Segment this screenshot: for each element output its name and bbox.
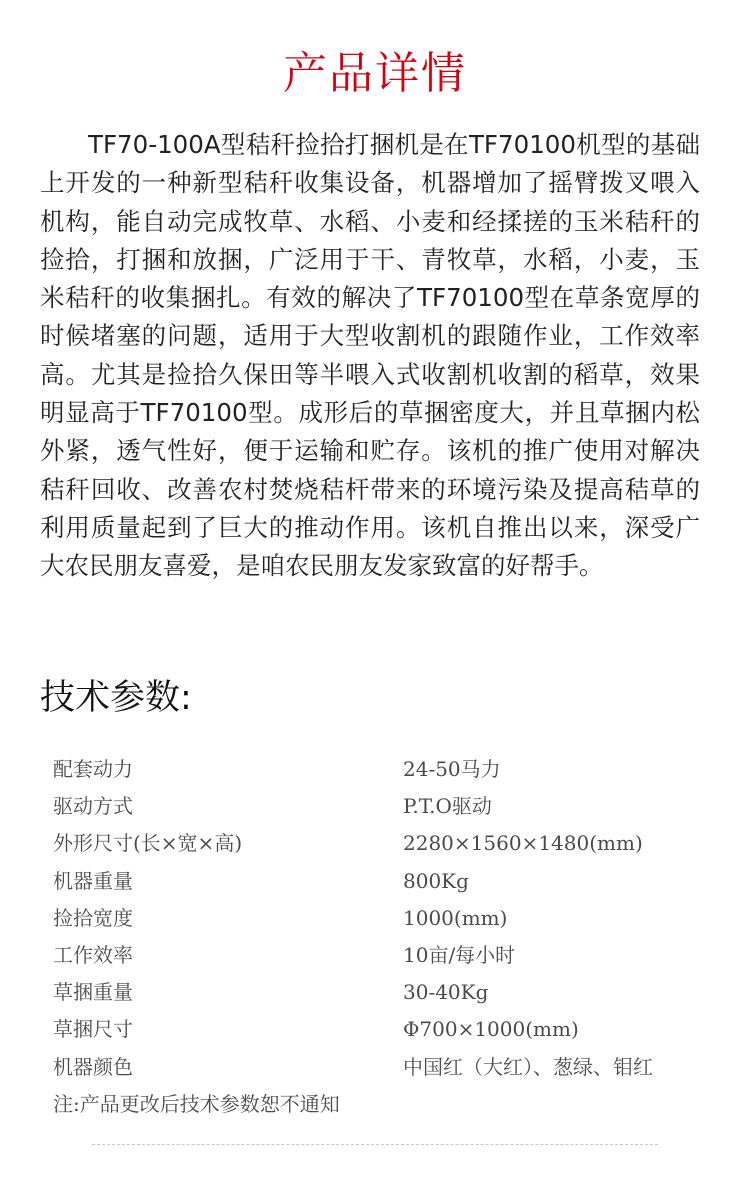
- spec-label: 外形尺寸(长×宽×高): [53, 831, 243, 856]
- spec-row-pickup-width: [53, 900, 713, 937]
- dashed-divider: [92, 1144, 658, 1145]
- spec-value: 10亩/每小时: [403, 942, 516, 967]
- spec-label: 机器颜色: [53, 1054, 133, 1079]
- spec-row-drive: [53, 788, 713, 825]
- spec-row-weight: [53, 863, 713, 900]
- spec-row-bale-weight: [53, 974, 713, 1011]
- spec-label: 草捆尺寸: [53, 1017, 133, 1042]
- spec-label: 配套动力: [53, 757, 133, 781]
- specs-table: [53, 751, 713, 1123]
- spec-row-dimensions: [53, 825, 713, 862]
- spec-label: 工作效率: [53, 942, 133, 967]
- spec-value: 24-50马力: [403, 757, 501, 781]
- spec-note: 注:产品更改后技术参数恕不通知: [53, 1091, 340, 1116]
- specs-heading: 技术参数:: [40, 678, 192, 718]
- spec-value: 2280×1560×1480(mm): [403, 831, 643, 856]
- page-title: 产品详情: [283, 48, 467, 99]
- spec-row-bale-size: [53, 1011, 713, 1048]
- spec-value: P.T.O驱动: [403, 794, 492, 819]
- spec-label: 草捆重量: [53, 980, 133, 1005]
- spec-row-color: [53, 1049, 713, 1086]
- spec-value: 1000(mm): [403, 905, 508, 930]
- spec-row-power: [53, 751, 713, 788]
- spec-value: Φ700×1000(mm): [403, 1017, 579, 1042]
- spec-label: 捡拾宽度: [53, 905, 133, 930]
- spec-value: 800Kg: [403, 868, 469, 893]
- spec-value: 30-40Kg: [403, 980, 489, 1005]
- spec-row-efficiency: [53, 937, 713, 974]
- spec-label: 驱动方式: [53, 794, 133, 819]
- intro-paragraph: TF70-100A型秸秆捡拾打捆机是在TF70100机型的基础上开发的一种新型秸秆收集设备，机器增加了摇臂拨叉喂入机构，能自动完成牧草、水稻、小麦和经揉搓的玉米秸秆的捡拾，打捆和放捆，广泛用于干、青牧草，水稻，小麦，玉米秸秆的收集捆扎。有效的解决了TF70100型在草条宽厚的时候堵塞的问题，适用于大型收割机的跟随作业，工作效率高。尤其是捡拾久保田等半喂入式收割机收割的稻草，效果明显高于TF70100型。成形后的草捆密度大，并且草捆内松外紧，透气性好，便于运输和贮存。该机的推广使用对解决秸秆回收、改善农村焚烧秸杆带来的环境污染及提高秸草的利用质量起到了巨大的推动作用。该机自推出以来，深受广大农民朋友喜爱，是咱农民朋友发家致富的好帮手。: [40, 130, 700, 581]
- spec-label: 机器重量: [53, 868, 133, 893]
- spec-value: 中国红（大红）、葱绿、钼红: [403, 1054, 653, 1079]
